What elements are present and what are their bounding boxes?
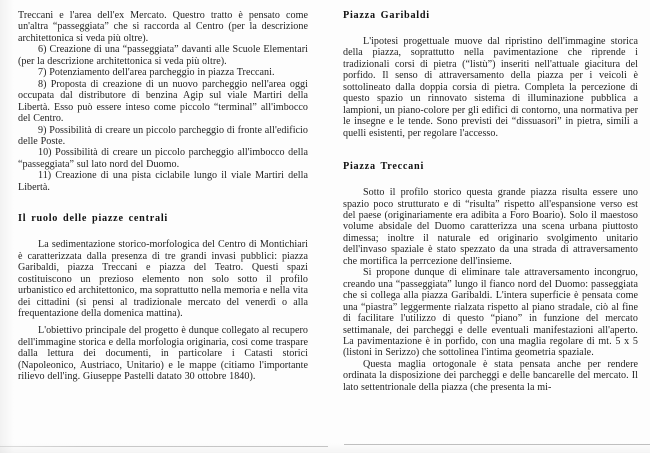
- paragraph-ipotesi-progettuale: L'ipotesi progettuale muove dal ripristino dell'immagine storica della piazza, soprattutto nella pavimentazione che riprende i tradizionali corsi di pietra (“listù”) inseriti nell'attuale giacitura del porfido. Il senso di attraversamento della piazza per i veicoli è sottolineato dalla doppia corsia di pietra. Completa la percezione di questo spazio un rinnovato sistema di illuminazione pubblica a lampioni, un piano-colore per gli edifici di contorno, una normativa per le insegne e le tende. Sono previsti dei “dissuasori” in pietra, simili a quelli esistenti, per regolare l'accesso.: [343, 36, 638, 139]
- paragraph-si-propone: Si propone dunque di eliminare tale attraversamento incongruo, creando una “passeggiata” lungo il fianco nord del Duomo: passeggiata che si collega alla piazza Garibaldi. L'intera superficie è pensata come una “piastra” leggermente rialzata rispetto al piano stradale, ciò al fine di facilitare l'utilizzo di questo “piano” in funzione del mercato settimanale, dei parcheggi e delle eventuali manifestazioni all'aperto. La pavimentazione è in porfido, con una maglia regolare di mt. 5 x 5 (listoni in Serizzo) che sottolinea l'intima geometria spaziale.: [343, 267, 638, 359]
- list-item-8: 8) Proposta di creazione di un nuovo parcheggio nell'area oggi occupata dal distributore di benzina Agip sul viale Martiri della Libertà. Esso può essere inteso come piccolo “terminal” all'imbocco del Centro.: [18, 78, 308, 125]
- spacer-before-treccani-heading: [343, 139, 638, 161]
- spacer-after-garibaldi-heading: [343, 22, 638, 36]
- list-item-7: 7) Potenziamento dell'area parcheggio in piazza Treccani.: [38, 67, 275, 79]
- scan-rule-left: [0, 446, 328, 447]
- paragraph-continuation: Treccani e l'area dell'ex Mercato. Questro tratto è pensato come un'altra “passeggiata” che si raccorda al Centro (per la descrizione architettonica si veda più oltre).: [18, 10, 308, 44]
- paragraph-questa-maglia: Questa maglia ortogonale è stata pensata anche per rendere ordinata la disposizione dei parcheggi e delle bancarelle del mercato. Il lato settentrionale della piazza (che presenta la mi-: [343, 358, 638, 393]
- right-column: [330, 0, 650, 453]
- list-item-11: 11) Creazione di una pista ciclabile lungo il viale Martiri della Libertà.: [18, 170, 308, 193]
- section-heading-piazza-garibaldi: Piazza Garibaldi: [343, 10, 430, 21]
- paragraph-sotto-profilo-storico: Sotto il profilo storico questa grande piazza risulta essere uno spazio poco strutturato e di “risulta” rispetto all'espansione verso est del paese (originariamente era adibita a Foro Boario). Solo il maestoso volume absidale del Duomo caratterizza una scena urbana piuttosto dimessa; inoltre il naturale ed originario svolgimento unitario dell'invaso spaziale è stato spezzato da una strada di attraversamento che mortifica la perrcezione dell'insieme.: [343, 187, 638, 267]
- list-item-6: 6) Creazione di una “passeggiata” davanti alle Scuole Elementari (per la descrizione architettonica si veda più oltre).: [18, 44, 308, 67]
- list-item-9: 9) Possibilità di creare un piccolo parcheggio di fronte all'edificio delle Poste.: [18, 124, 308, 147]
- spacer-after-heading: [18, 225, 308, 239]
- section-heading-ruolo-piazze: Il ruolo delle piazze centrali: [18, 213, 168, 225]
- paragraph-sedimentazione: La sedimentazione storico-morfologica del Centro di Montichiari è caratterizzata dalla presenza di tre grandi invasi pubblici: piazza Garibaldi, piazza Treccani e piazza del Teatro. Questi spazi costituiscono un prezioso elemento non solo sotto il profilo urbanistico ed architettonico, ma soprattutto nella memoria e nella vita dei cittadini (si pensi al tradizionale mercato del venerdì o alla frequentazione della domenica mattina).: [18, 239, 309, 319]
- scan-rule-right: [344, 444, 650, 445]
- spacer-after-treccani-heading: [343, 173, 638, 187]
- section-heading-piazza-treccani: Piazza Treccani: [343, 161, 425, 173]
- paragraph-obiettivo: L'obiettivo principale del progetto è dunque collegato al recupero dell'immagine storica e della morfologia originaria, così come traspare dalla lettura dei documenti, in particolare i Catasti storici (Napoleonico, Austriaco, Unitario) e le mappe (citiamo l'importante rilievo dell'ing. Giuseppe Pastelli datato 30 ottobre 1840).: [18, 325, 308, 383]
- list-item-10: 10) Possibilità di creare un piccolo parcheggio all'imbocco della “passeggiata” sul lato nord del Duomo.: [18, 147, 308, 170]
- spacer-before-heading: [18, 193, 308, 213]
